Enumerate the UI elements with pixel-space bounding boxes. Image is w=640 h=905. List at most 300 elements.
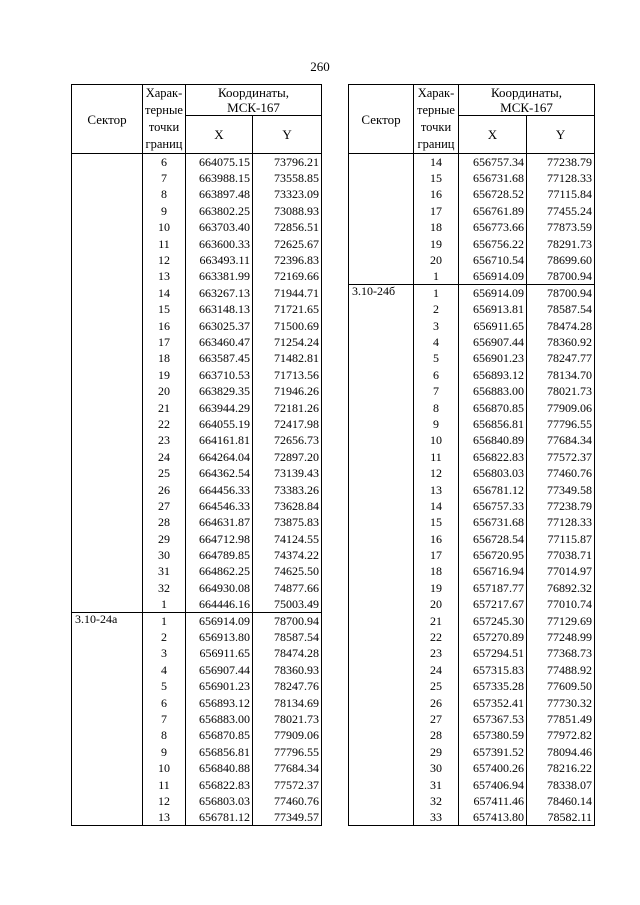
- y-coordinate-cell: 78247.77: [527, 350, 595, 366]
- x-coordinate-cell: 656914.09: [459, 268, 527, 284]
- table-row: [72, 252, 322, 268]
- sector-cell: [72, 416, 143, 432]
- table-body-left: [72, 154, 322, 826]
- point-number-cell: 32: [414, 793, 459, 809]
- x-coordinate-cell: 656893.12: [459, 367, 527, 383]
- y-coordinate-cell: 77572.37: [253, 776, 322, 792]
- table-row: [349, 596, 595, 612]
- x-coordinate-cell: 656856.81: [186, 744, 253, 760]
- sector-cell: [72, 203, 143, 219]
- x-coordinate-cell: 663710.53: [186, 367, 253, 383]
- y-coordinate-cell: 77684.34: [253, 760, 322, 776]
- table-row: [349, 694, 595, 710]
- table-row: [72, 776, 322, 792]
- point-number-cell: 5: [414, 350, 459, 366]
- x-coordinate-cell: 656731.68: [459, 514, 527, 530]
- y-coordinate-cell: 72856.51: [253, 219, 322, 235]
- point-number-cell: 30: [143, 547, 186, 563]
- x-coordinate-cell: 657400.26: [459, 760, 527, 776]
- table-row: [72, 678, 322, 694]
- sector-cell: [349, 547, 414, 563]
- point-number-cell: 19: [414, 580, 459, 596]
- y-coordinate-cell: 71500.69: [253, 317, 322, 333]
- x-coordinate-cell: 664631.87: [186, 514, 253, 530]
- table-row: [349, 678, 595, 694]
- x-coordinate-cell: 664075.15: [186, 154, 253, 170]
- table-row: [72, 203, 322, 219]
- y-coordinate-cell: 77248.99: [527, 629, 595, 645]
- table-row: [72, 793, 322, 809]
- x-coordinate-cell: 656870.85: [459, 399, 527, 415]
- point-number-cell: 12: [143, 252, 186, 268]
- sector-cell: [349, 498, 414, 514]
- point-number-cell: 23: [143, 432, 186, 448]
- point-number-cell: 11: [143, 776, 186, 792]
- x-coordinate-cell: 656822.83: [186, 776, 253, 792]
- x-coordinate-cell: 657391.52: [459, 744, 527, 760]
- y-coordinate-cell: 78021.73: [253, 711, 322, 727]
- x-coordinate-cell: 664055.19: [186, 416, 253, 432]
- point-number-cell: 20: [143, 383, 186, 399]
- table-row: [349, 252, 595, 268]
- y-coordinate-cell: 77730.32: [527, 694, 595, 710]
- sector-cell: [349, 760, 414, 776]
- y-coordinate-cell: 72417.98: [253, 416, 322, 432]
- sector-cell: [349, 596, 414, 612]
- sector-cell: [72, 563, 143, 579]
- table-row: [349, 399, 595, 415]
- x-coordinate-cell: 656757.34: [459, 154, 527, 170]
- y-coordinate-cell: 78474.28: [527, 317, 595, 333]
- x-coordinate-cell: 656893.12: [186, 694, 253, 710]
- header-coordinates: Координаты, МСК-167: [459, 85, 595, 116]
- y-coordinate-cell: 77909.06: [527, 399, 595, 415]
- table-row: [72, 285, 322, 301]
- x-coordinate-cell: 664161.81: [186, 432, 253, 448]
- x-coordinate-cell: 664546.33: [186, 498, 253, 514]
- point-number-cell: 19: [143, 367, 186, 383]
- x-coordinate-cell: 663600.33: [186, 235, 253, 251]
- table-row: [349, 383, 595, 399]
- sector-cell: [72, 727, 143, 743]
- sector-cell: [72, 530, 143, 546]
- sector-cell: [349, 449, 414, 465]
- sector-cell: [72, 170, 143, 186]
- x-coordinate-cell: 656716.94: [459, 563, 527, 579]
- table-row: [72, 481, 322, 497]
- y-coordinate-cell: 77572.37: [527, 449, 595, 465]
- point-number-cell: 28: [143, 514, 186, 530]
- point-number-cell: 15: [143, 301, 186, 317]
- y-coordinate-cell: 77014.97: [527, 563, 595, 579]
- table-row: [349, 809, 595, 825]
- x-coordinate-cell: 656883.00: [186, 711, 253, 727]
- x-coordinate-cell: 657367.53: [459, 711, 527, 727]
- sector-cell: [72, 662, 143, 678]
- y-coordinate-cell: 77038.71: [527, 547, 595, 563]
- table-row: [72, 645, 322, 661]
- sector-cell: [349, 629, 414, 645]
- point-number-cell: 25: [143, 465, 186, 481]
- point-number-cell: 10: [414, 432, 459, 448]
- y-coordinate-cell: 78247.76: [253, 678, 322, 694]
- table-row: [349, 760, 595, 776]
- y-coordinate-cell: 78700.94: [253, 612, 322, 628]
- y-coordinate-cell: 78700.94: [527, 268, 595, 284]
- point-number-cell: 8: [143, 186, 186, 202]
- y-coordinate-cell: 77368.73: [527, 645, 595, 661]
- y-coordinate-cell: 73383.26: [253, 481, 322, 497]
- y-coordinate-cell: 77796.55: [527, 416, 595, 432]
- x-coordinate-cell: 656803.03: [186, 793, 253, 809]
- sector-cell: [72, 694, 143, 710]
- coordinates-table-left: [71, 84, 322, 826]
- table-row: [349, 530, 595, 546]
- x-coordinate-cell: 656728.52: [459, 186, 527, 202]
- x-coordinate-cell: 656728.54: [459, 530, 527, 546]
- x-coordinate-cell: 656901.23: [459, 350, 527, 366]
- point-number-cell: 27: [414, 711, 459, 727]
- x-coordinate-cell: 657270.89: [459, 629, 527, 645]
- x-coordinate-cell: 657217.67: [459, 596, 527, 612]
- table-row: [349, 154, 595, 170]
- sector-cell: [349, 383, 414, 399]
- y-coordinate-cell: 74124.55: [253, 530, 322, 546]
- sector-cell: [72, 596, 143, 612]
- x-coordinate-cell: 663829.35: [186, 383, 253, 399]
- point-number-cell: 30: [414, 760, 459, 776]
- y-coordinate-cell: 77128.33: [527, 514, 595, 530]
- sector-cell: [349, 645, 414, 661]
- x-coordinate-cell: 656913.81: [459, 301, 527, 317]
- sector-cell: [72, 514, 143, 530]
- x-coordinate-cell: 664446.16: [186, 596, 253, 612]
- y-coordinate-cell: 72625.67: [253, 235, 322, 251]
- y-coordinate-cell: 73558.85: [253, 170, 322, 186]
- x-coordinate-cell: 657413.80: [459, 809, 527, 825]
- x-coordinate-cell: 656781.12: [186, 809, 253, 825]
- x-coordinate-cell: 657294.51: [459, 645, 527, 661]
- point-number-cell: 14: [414, 154, 459, 170]
- table-row: [72, 547, 322, 563]
- sector-cell: [72, 711, 143, 727]
- sector-cell: [72, 465, 143, 481]
- x-coordinate-cell: 656756.22: [459, 235, 527, 251]
- sector-cell: [72, 678, 143, 694]
- table-row: [349, 612, 595, 628]
- sector-cell: [72, 219, 143, 235]
- sector-cell: [349, 727, 414, 743]
- sector-cell: [72, 334, 143, 350]
- table-row: [72, 662, 322, 678]
- table-row: [72, 170, 322, 186]
- point-number-cell: 23: [414, 645, 459, 661]
- x-coordinate-cell: 656913.80: [186, 629, 253, 645]
- coordinates-table-right: [348, 84, 595, 826]
- point-number-cell: 11: [143, 235, 186, 251]
- table-row: [349, 449, 595, 465]
- table-row: [349, 334, 595, 350]
- x-coordinate-cell: 656731.68: [459, 170, 527, 186]
- y-coordinate-cell: 73323.09: [253, 186, 322, 202]
- y-coordinate-cell: 77129.69: [527, 612, 595, 628]
- y-coordinate-cell: 77115.84: [527, 186, 595, 202]
- point-number-cell: 19: [414, 235, 459, 251]
- y-coordinate-cell: 72656.73: [253, 432, 322, 448]
- sector-cell: [72, 645, 143, 661]
- sector-cell: [72, 580, 143, 596]
- sector-cell: [349, 367, 414, 383]
- y-coordinate-cell: 77972.82: [527, 727, 595, 743]
- point-number-cell: 18: [143, 350, 186, 366]
- y-coordinate-cell: 77349.57: [253, 809, 322, 825]
- point-number-cell: 26: [414, 694, 459, 710]
- x-coordinate-cell: 664362.54: [186, 465, 253, 481]
- point-number-cell: 1: [143, 612, 186, 628]
- table-row: [72, 580, 322, 596]
- header-sector: Сектор: [349, 85, 414, 154]
- y-coordinate-cell: 77128.33: [527, 170, 595, 186]
- table-row: [72, 727, 322, 743]
- point-number-cell: 16: [414, 530, 459, 546]
- x-coordinate-cell: 656773.66: [459, 219, 527, 235]
- point-number-cell: 15: [414, 514, 459, 530]
- sector-cell: [72, 235, 143, 251]
- sector-cell: [349, 235, 414, 251]
- sector-cell: [349, 662, 414, 678]
- sector-cell: [349, 317, 414, 333]
- y-coordinate-cell: 72897.20: [253, 449, 322, 465]
- header-x: X: [186, 116, 253, 154]
- y-coordinate-cell: 75003.49: [253, 596, 322, 612]
- table-row: [349, 662, 595, 678]
- x-coordinate-cell: 663988.15: [186, 170, 253, 186]
- x-coordinate-cell: 657352.41: [459, 694, 527, 710]
- sector-cell: [72, 498, 143, 514]
- y-coordinate-cell: 77010.74: [527, 596, 595, 612]
- table-row: [72, 514, 322, 530]
- x-coordinate-cell: 656761.89: [459, 203, 527, 219]
- point-number-cell: 1: [414, 268, 459, 284]
- x-coordinate-cell: 664712.98: [186, 530, 253, 546]
- x-coordinate-cell: 664264.04: [186, 449, 253, 465]
- point-number-cell: 27: [143, 498, 186, 514]
- table-row: [349, 350, 595, 366]
- page-number: 260: [310, 59, 330, 74]
- table-row: [349, 645, 595, 661]
- table-row: [72, 612, 322, 628]
- sector-cell: [72, 809, 143, 825]
- x-coordinate-cell: 656803.03: [459, 465, 527, 481]
- sector-cell: [349, 203, 414, 219]
- point-number-cell: 16: [143, 317, 186, 333]
- y-coordinate-cell: 78134.70: [527, 367, 595, 383]
- table-row: [72, 711, 322, 727]
- table-row: [72, 334, 322, 350]
- x-coordinate-cell: 656710.54: [459, 252, 527, 268]
- y-coordinate-cell: 72396.83: [253, 252, 322, 268]
- sector-cell: [349, 776, 414, 792]
- sector-cell: [349, 711, 414, 727]
- header-sector: Сектор: [72, 85, 143, 154]
- sector-cell: [349, 580, 414, 596]
- table-row: [72, 809, 322, 825]
- y-coordinate-cell: 77851.49: [527, 711, 595, 727]
- point-number-cell: 12: [414, 465, 459, 481]
- x-coordinate-cell: 656870.85: [186, 727, 253, 743]
- point-number-cell: 31: [414, 776, 459, 792]
- table-row: [349, 711, 595, 727]
- sector-cell: [349, 530, 414, 546]
- sector-cell: [72, 760, 143, 776]
- point-number-cell: 18: [414, 219, 459, 235]
- table-row: [72, 498, 322, 514]
- header-y: Y: [253, 116, 322, 154]
- x-coordinate-cell: 657187.77: [459, 580, 527, 596]
- x-coordinate-cell: 663460.47: [186, 334, 253, 350]
- table-row: [72, 563, 322, 579]
- y-coordinate-cell: 71946.26: [253, 383, 322, 399]
- x-coordinate-cell: 663944.29: [186, 399, 253, 415]
- point-number-cell: 7: [143, 170, 186, 186]
- table-row: [349, 235, 595, 251]
- point-number-cell: 21: [414, 612, 459, 628]
- point-number-cell: 14: [143, 285, 186, 301]
- y-coordinate-cell: 73875.83: [253, 514, 322, 530]
- table-row: [349, 432, 595, 448]
- header-x: X: [459, 116, 527, 154]
- table-row: [72, 350, 322, 366]
- sector-cell: [349, 514, 414, 530]
- x-coordinate-cell: 663493.11: [186, 252, 253, 268]
- point-number-cell: 15: [414, 170, 459, 186]
- sector-cell: [72, 367, 143, 383]
- sector-cell: [72, 547, 143, 563]
- point-number-cell: 6: [143, 154, 186, 170]
- y-coordinate-cell: 78582.11: [527, 809, 595, 825]
- sector-cell: [349, 563, 414, 579]
- sector-cell: [349, 154, 414, 170]
- point-number-cell: 9: [414, 416, 459, 432]
- y-coordinate-cell: 78134.69: [253, 694, 322, 710]
- sector-cell: [349, 268, 414, 284]
- point-number-cell: 17: [414, 203, 459, 219]
- table-row: [349, 219, 595, 235]
- table-row: [349, 727, 595, 743]
- point-number-cell: 16: [414, 186, 459, 202]
- table-row: [349, 367, 595, 383]
- sector-cell: [349, 793, 414, 809]
- point-number-cell: 12: [143, 793, 186, 809]
- sector-cell: [72, 399, 143, 415]
- table-row: [349, 744, 595, 760]
- table-row: [72, 383, 322, 399]
- x-coordinate-cell: 663802.25: [186, 203, 253, 219]
- sector-cell: [349, 809, 414, 825]
- y-coordinate-cell: 78094.46: [527, 744, 595, 760]
- x-coordinate-cell: 663587.45: [186, 350, 253, 366]
- y-coordinate-cell: 77460.76: [527, 465, 595, 481]
- table-row: [349, 416, 595, 432]
- point-number-cell: 14: [414, 498, 459, 514]
- y-coordinate-cell: 76892.32: [527, 580, 595, 596]
- point-number-cell: 22: [414, 629, 459, 645]
- sector-cell: [72, 793, 143, 809]
- sector-cell: [349, 744, 414, 760]
- table-row: [349, 268, 595, 284]
- y-coordinate-cell: 78460.14: [527, 793, 595, 809]
- table-body-right: [349, 154, 595, 826]
- point-number-cell: 20: [414, 596, 459, 612]
- x-coordinate-cell: 656914.09: [459, 285, 527, 301]
- table-row: [72, 629, 322, 645]
- x-coordinate-cell: 656856.81: [459, 416, 527, 432]
- point-number-cell: 31: [143, 563, 186, 579]
- y-coordinate-cell: 77455.24: [527, 203, 595, 219]
- x-coordinate-cell: 663381.99: [186, 268, 253, 284]
- x-coordinate-cell: 663148.13: [186, 301, 253, 317]
- y-coordinate-cell: 78216.22: [527, 760, 595, 776]
- sector-cell: [349, 350, 414, 366]
- y-coordinate-cell: 78338.07: [527, 776, 595, 792]
- x-coordinate-cell: 664930.08: [186, 580, 253, 596]
- y-coordinate-cell: 77488.92: [527, 662, 595, 678]
- point-number-cell: 1: [414, 285, 459, 301]
- y-coordinate-cell: 77238.79: [527, 498, 595, 514]
- point-number-cell: 7: [414, 383, 459, 399]
- point-number-cell: 11: [414, 449, 459, 465]
- x-coordinate-cell: 656907.44: [459, 334, 527, 350]
- sector-cell: [349, 301, 414, 317]
- point-number-cell: 22: [143, 416, 186, 432]
- table-row: [349, 317, 595, 333]
- point-number-cell: 17: [143, 334, 186, 350]
- point-number-cell: 4: [414, 334, 459, 350]
- y-coordinate-cell: 78587.54: [527, 301, 595, 317]
- x-coordinate-cell: 656883.00: [459, 383, 527, 399]
- x-coordinate-cell: 657406.94: [459, 776, 527, 792]
- table-row: [349, 203, 595, 219]
- table-row: [72, 432, 322, 448]
- point-number-cell: 2: [143, 629, 186, 645]
- point-number-cell: 9: [143, 744, 186, 760]
- x-coordinate-cell: 656901.23: [186, 678, 253, 694]
- y-coordinate-cell: 71713.56: [253, 367, 322, 383]
- point-number-cell: 7: [143, 711, 186, 727]
- table-row: [349, 547, 595, 563]
- table-row: [72, 399, 322, 415]
- point-number-cell: 26: [143, 481, 186, 497]
- point-number-cell: 8: [414, 399, 459, 415]
- y-coordinate-cell: 78474.28: [253, 645, 322, 661]
- table-row: [72, 744, 322, 760]
- y-coordinate-cell: 74877.66: [253, 580, 322, 596]
- x-coordinate-cell: 656822.83: [459, 449, 527, 465]
- y-coordinate-cell: 71482.81: [253, 350, 322, 366]
- y-coordinate-cell: 78291.73: [527, 235, 595, 251]
- point-number-cell: 4: [143, 662, 186, 678]
- table-row: [349, 301, 595, 317]
- sector-cell: [72, 186, 143, 202]
- x-coordinate-cell: 656840.89: [459, 432, 527, 448]
- y-coordinate-cell: 72169.66: [253, 268, 322, 284]
- y-coordinate-cell: 78360.92: [527, 334, 595, 350]
- table-row: [72, 694, 322, 710]
- y-coordinate-cell: 73796.21: [253, 154, 322, 170]
- y-coordinate-cell: 71721.65: [253, 301, 322, 317]
- x-coordinate-cell: 657335.28: [459, 678, 527, 694]
- table-row: [349, 793, 595, 809]
